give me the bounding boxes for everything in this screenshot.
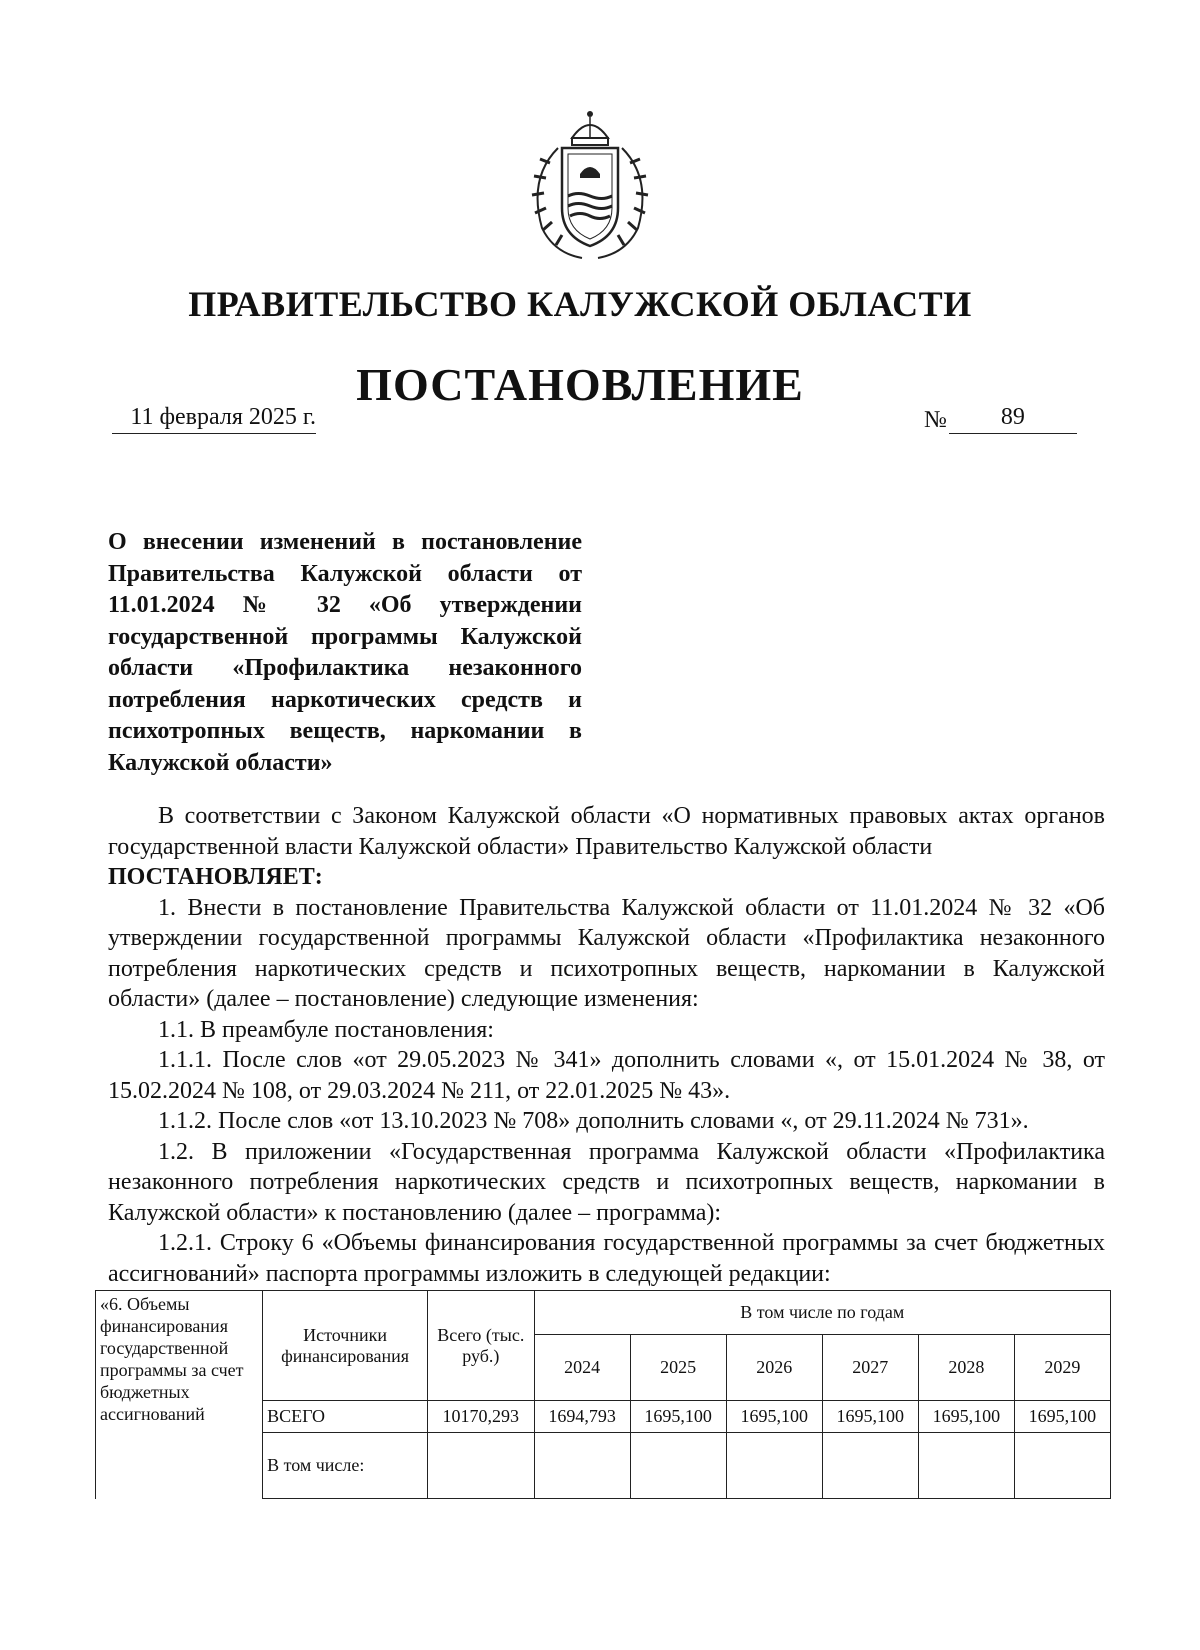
- header-year: 2028: [918, 1335, 1014, 1401]
- financing-table: [95, 1290, 1111, 1499]
- document-number: [924, 404, 1077, 434]
- header-year: 2026: [726, 1335, 822, 1401]
- paragraph-1-1: 1.1. В преамбуле постановления:: [158, 1016, 494, 1043]
- value-cell: [1014, 1433, 1110, 1499]
- paragraph-1-1-1: 1.1.1. После слов «от 29.05.2023 № 341» дополнить словами «, от 15.01.2024 № 38, от 15.02.2024 № 108, от 29.03.2024 № 211, от 22.01.2025 № 43».: [108, 1047, 1105, 1104]
- document-body: [108, 801, 1105, 1289]
- decree-word: ПОСТАНОВЛЯЕТ:: [108, 864, 323, 890]
- header-years-group: В том числе по годам: [534, 1291, 1110, 1335]
- preamble-paragraph: В соответствии с Законом Калужской области «О нормативных правовых актах органов государственной власти Калужской области» Правительство Калужской области: [108, 803, 1105, 860]
- document-date: 11 февраля 2025 г.: [112, 404, 316, 434]
- value-cell: 1694,793: [534, 1401, 630, 1433]
- total-cell: 10170,293: [428, 1401, 535, 1433]
- value-cell: [630, 1433, 726, 1499]
- number-label: №: [924, 407, 947, 433]
- value-cell: 1695,100: [822, 1401, 918, 1433]
- number-value: 89: [949, 404, 1077, 434]
- header-year: 2024: [534, 1335, 630, 1401]
- header-year: 2029: [1014, 1335, 1110, 1401]
- document-type-title: ПОСТАНОВЛЕНИЕ: [356, 359, 804, 410]
- value-cell: 1695,100: [630, 1401, 726, 1433]
- header-year: 2025: [630, 1335, 726, 1401]
- coat-of-arms-emblem: [520, 108, 660, 263]
- value-cell: [918, 1433, 1014, 1499]
- value-cell: [726, 1433, 822, 1499]
- header-total: Всего (тыс. руб.): [428, 1291, 535, 1401]
- source-cell: ВСЕГО: [263, 1401, 428, 1433]
- paragraph-1: 1. Внести в постановление Правительства Калужской области от 11.01.2024 № 32 «Об утверждении государственной программы Калужской области «Профилактика незаконного потребления наркотических средств и психотропных веществ, наркомании в Калужской области» (далее – постановление) следующие изменения:: [108, 894, 1105, 1012]
- total-cell: [428, 1433, 535, 1499]
- value-cell: [534, 1433, 630, 1499]
- paragraph-1-2-1: 1.2.1. Строку 6 «Объемы финансирования государственной программы за счет бюджетных ассигнований» паспорта программы изложить в следующей редакции:: [108, 1230, 1105, 1287]
- value-cell: 1695,100: [918, 1401, 1014, 1433]
- paragraph-1-1-2: 1.1.2. После слов «от 13.10.2023 № 708» дополнить словами «, от 29.11.2024 № 731».: [158, 1108, 1029, 1134]
- header-sources: Источники финансирования: [263, 1291, 428, 1401]
- government-title: ПРАВИТЕЛЬСТВО КАЛУЖСКОЙ ОБЛАСТИ: [188, 284, 972, 324]
- source-cell: В том числе:: [263, 1433, 428, 1499]
- value-cell: 1695,100: [726, 1401, 822, 1433]
- row-label-cell: «6. Объемы финансирования государственной программы за счет бюджетных ассигнований: [96, 1291, 263, 1499]
- paragraph-1-2: 1.2. В приложении «Государственная программа Калужской области «Профилактика незаконного потребления наркотических средств и психотропных веществ, наркомании в Калужской области» к постановлению (далее – программа):: [108, 1138, 1105, 1226]
- document-subject: О внесении изменений в постановление Правительства Калужской области от 11.01.2024 № 32 «Об утверждении государственной программы Калужской области «Профилактика незаконного потребления наркотических средств и психотропных веществ, наркомании в Калужской области»: [108, 529, 582, 776]
- header-year: 2027: [822, 1335, 918, 1401]
- value-cell: [822, 1433, 918, 1499]
- value-cell: 1695,100: [1014, 1401, 1110, 1433]
